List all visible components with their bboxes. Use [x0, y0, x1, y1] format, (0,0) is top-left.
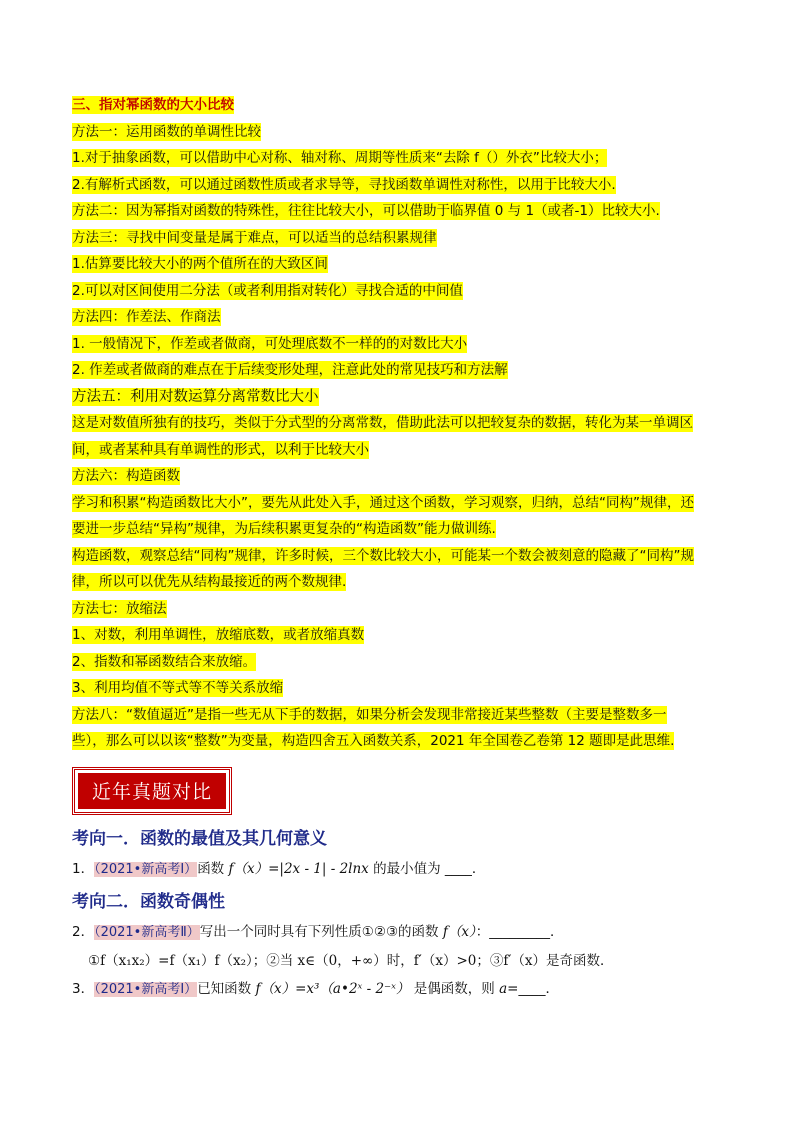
answer-blank: ____ [444, 860, 472, 877]
question-conditions: ①f（x₁x₂）=f（x₁）f（x₂）；②当 x∈（0，+∞）时，f′（x）>0；③f′（x）是奇函数． [88, 952, 614, 969]
method-line: 方法二：因为幂指对函数的特殊性，往往比较大小，可以借助于临界值 0 与 1（或者-1）比较大小. [72, 203, 660, 219]
question-number: 2． [72, 923, 95, 940]
method-line: 方法四：作差法、作商法 [72, 309, 221, 325]
question-text: 的最小值为 [368, 860, 445, 877]
method-line: 方法五：利用对数运算分离常数比大小 [72, 388, 319, 405]
kaoxiang1-title: 考向一．函数的最值及其几何意义 [72, 828, 327, 849]
method-line: 方法六：构造函数 [72, 468, 180, 484]
method-line: 些），那么可以以该“整数”为变量，构造四舍五入函数关系，2021 年全国卷乙卷第 12 题即是此思维. [72, 733, 675, 749]
banner-title: 近年真题对比 [77, 772, 227, 810]
question-text: 已知函数 [197, 980, 256, 997]
answer-blank: ____ [518, 980, 546, 997]
question-source: （2021•新高考Ⅰ） [94, 861, 198, 877]
method-line: 要进一步总结“异构”规律，为后续积累更复杂的“构造函数”能力做训练. [72, 521, 496, 537]
question-text: ： [475, 923, 490, 940]
question-math: a= [499, 980, 519, 997]
method-line: 1. 一般情况下，作差或者做商，可处理底数不一样的的对数比大小 [72, 335, 468, 352]
question-source: （2021•新高考Ⅰ） [94, 981, 198, 997]
method-line: 律，所以可以优先从结构最接近的两个数规律. [72, 574, 347, 590]
method-line: 1.估算要比较大小的两个值所在的大致区间 [72, 256, 328, 272]
section-title: 三、指对幂函数的大小比较 [72, 97, 234, 113]
question-text: ． [471, 860, 486, 877]
method-line: 1.对于抽象函数，可以借助中心对称、轴对称、周期等性质来“去除 f（）外衣”比较大小； [72, 150, 608, 166]
method-line: 方法三：寻找中间变量是属于难点，可以适当的总结积累规律 [72, 229, 437, 246]
section-banner [72, 767, 232, 815]
document-page [72, 92, 724, 1004]
method-line: 构造函数，观察总结“同构”规律，许多时候，三个数比较大小，可能某一个数会被刻意的隐藏了“同构”规 [72, 547, 694, 564]
question-2 [72, 918, 724, 947]
method-line: 1、对数，利用单调性，放缩底数，或者放缩真数 [72, 627, 365, 643]
method-line: 2.可以对区间使用二分法（或者利用指对转化）寻找合适的中间值 [72, 282, 463, 299]
question-1 [72, 855, 724, 884]
method-line: 间，或者某种具有单调性的形式，以利于比较大小 [72, 441, 369, 458]
question-2-conditions [72, 947, 724, 975]
method-line: 2、指数和幂函数结合来放缩。 [72, 653, 257, 670]
question-text: ． [545, 980, 559, 997]
question-text: 写出一个同时具有下列性质①②③的函数 [199, 923, 443, 940]
kaoxiang2-title: 考向二．函数奇偶性 [72, 891, 225, 912]
question-source: （2021•新高考Ⅱ） [94, 924, 200, 940]
question-number: 3． [72, 980, 95, 997]
method-line: 学习和积累“构造函数比大小”，要先从此处入手，通过这个函数，学习观察，归纳，总结“同构”规律，还 [72, 494, 694, 511]
method-line: 方法七：放缩法 [72, 600, 167, 617]
method-line: 方法一：运用函数的单调性比较 [72, 123, 261, 140]
method-line: 方法八：“数值逼近”是指一些无从下手的数据，如果分析会发现非常接近某些整数（主要是整数多一 [72, 706, 667, 723]
question-text: 函数 [197, 860, 229, 877]
question-text: ． [549, 923, 564, 940]
method-line: 这是对数值所独有的技巧，类似于分式型的分离常数，借助此法可以把较复杂的数据，转化为某一单调区 [72, 415, 693, 431]
question-number: 1． [72, 860, 95, 877]
method-line: 2.有解析式函数，可以通过函数性质或者求导等，寻找函数单调性对称性，以用于比较大小. [72, 176, 616, 193]
question-3 [72, 975, 724, 1004]
question-math: f（x）=x³（a•2ˣ - 2⁻ˣ） [255, 980, 410, 997]
method-line: 2. 作差或者做商的难点在于后续变形处理，注意此处的常见技巧和方法解 [72, 362, 508, 378]
answer-blank: _________ [489, 923, 550, 940]
question-math: f（x） [442, 923, 476, 940]
question-text: 是偶函数，则 [409, 980, 500, 997]
question-math: f（x）=|2x - 1| - 2lnx [228, 860, 369, 877]
method-line: 3、利用均值不等式等不等关系放缩 [72, 680, 284, 696]
